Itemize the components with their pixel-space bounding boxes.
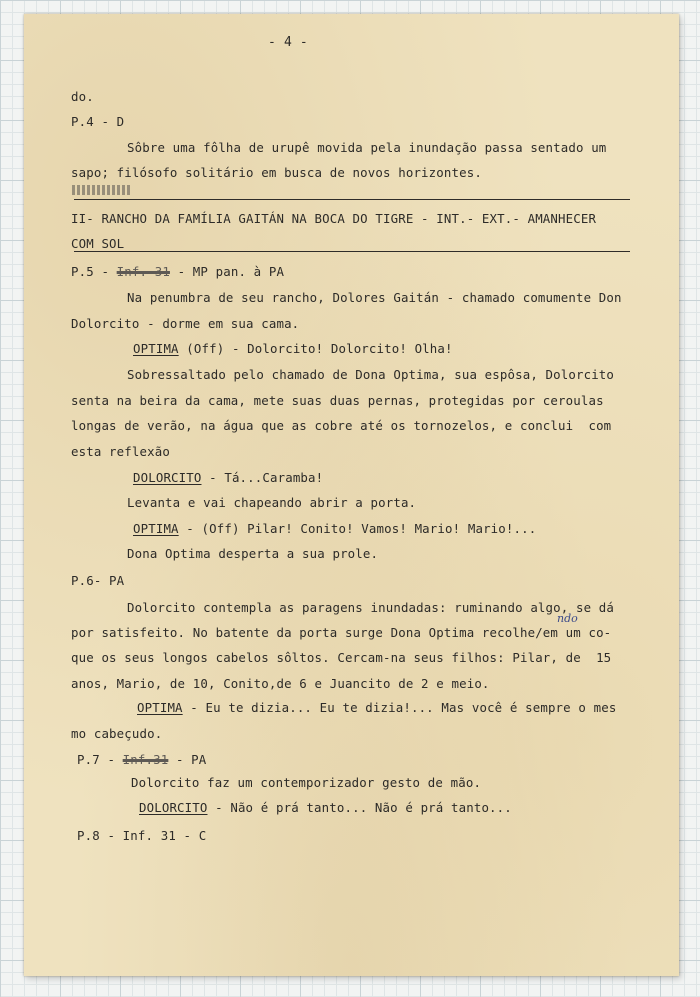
character-name: OPTIMA: [133, 521, 179, 536]
text-line: Sobressaltado pelo chamado de Dona Optima, sua espôsa, Dolorcito: [127, 367, 615, 382]
struck-text: Inf. 31: [116, 264, 170, 279]
character-name: DOLORCITO: [133, 470, 202, 485]
text-line: sapo; filósofo solitário em busca de novos horizontes.: [71, 165, 482, 180]
text-line: Dolorcito contempla as paragens inundadas: ruminando algo, se dá: [127, 600, 615, 615]
text-line: Dolorcito faz um contemporizador gesto de mão.: [131, 775, 482, 790]
character-name: OPTIMA: [133, 341, 179, 356]
text-line: do.: [71, 89, 94, 104]
shot-label: - MP pan. à PA: [169, 264, 285, 279]
divider-rule: [74, 199, 630, 200]
dialogue-line: [133, 470, 323, 486]
character-name: OPTIMA: [137, 700, 183, 715]
text-line: esta reflexão: [71, 444, 170, 459]
character-name: DOLORCITO: [139, 800, 208, 815]
dialogue-line: [133, 341, 453, 357]
scene-heading: II- RANCHO DA FAMÍLIA GAITÁN NA BOCA DO TIGRE - INT.- EXT.- AMANHECER: [71, 211, 597, 226]
text-line: Na penumbra de seu rancho, Dolores Gaitán - chamado comumente Don: [127, 290, 622, 305]
shot-label: P.5 -: [71, 264, 117, 279]
shot-label: - PA: [168, 752, 207, 767]
text-line: Dolorcito - dorme em sua cama.: [71, 316, 300, 331]
scene-heading: COM SOL: [71, 236, 125, 251]
shot-heading: [71, 264, 284, 280]
dialogue-line: [133, 521, 536, 537]
shot-label: P.7 -: [77, 752, 123, 767]
dialogue-line: [139, 800, 512, 816]
text-line: longas de verão, na água que as cobre até os tornozelos, e conclui com: [71, 418, 612, 433]
text-line: anos, Mario, de 10, Conito,de 6 e Juancito de 2 e meio.: [71, 676, 490, 691]
dialogue-text: - (Off) Pilar! Conito! Vamos! Mario! Mario!...: [178, 521, 537, 536]
page-number: - 4 -: [268, 35, 308, 50]
struck-text: Inf.31: [122, 752, 169, 767]
shot-heading: P.4 - D: [71, 114, 125, 129]
handwritten-note: ndo: [557, 612, 578, 625]
shot-heading: P.8 - Inf. 31 - C: [77, 828, 207, 843]
divider-rule: [74, 251, 630, 252]
text-line: que os seus longos cabelos sôltos. Cercam-na seus filhos: Pilar, de 15: [71, 650, 612, 665]
text-line: Sôbre uma fôlha de urupê movida pela inundação passa sentado um: [127, 140, 607, 155]
crossed-out-mark: [72, 185, 132, 195]
dialogue-text: - Tá...Caramba!: [201, 470, 324, 485]
text-line: por satisfeito. No batente da porta surge Dona Optima recolhe/em um co-: [71, 625, 612, 640]
text-line: mo cabeçudo.: [71, 726, 163, 741]
dialogue-text: - Eu te dizia... Eu te dizia!... Mas você é sempre o mes: [182, 700, 617, 715]
text-line: senta na beira da cama, mete suas duas pernas, protegidas por ceroulas: [71, 393, 604, 408]
dialogue-text: (Off) - Dolorcito! Dolorcito! Olha!: [178, 341, 453, 356]
dialogue-text: - Não é prá tanto... Não é prá tanto...: [207, 800, 512, 815]
shot-heading: [77, 752, 206, 768]
dialogue-line: [137, 700, 616, 716]
text-line: Dona Optima desperta a sua prole.: [127, 546, 379, 561]
shot-heading: P.6- PA: [71, 573, 125, 588]
text-line: Levanta e vai chapeando abrir a porta.: [127, 495, 417, 510]
